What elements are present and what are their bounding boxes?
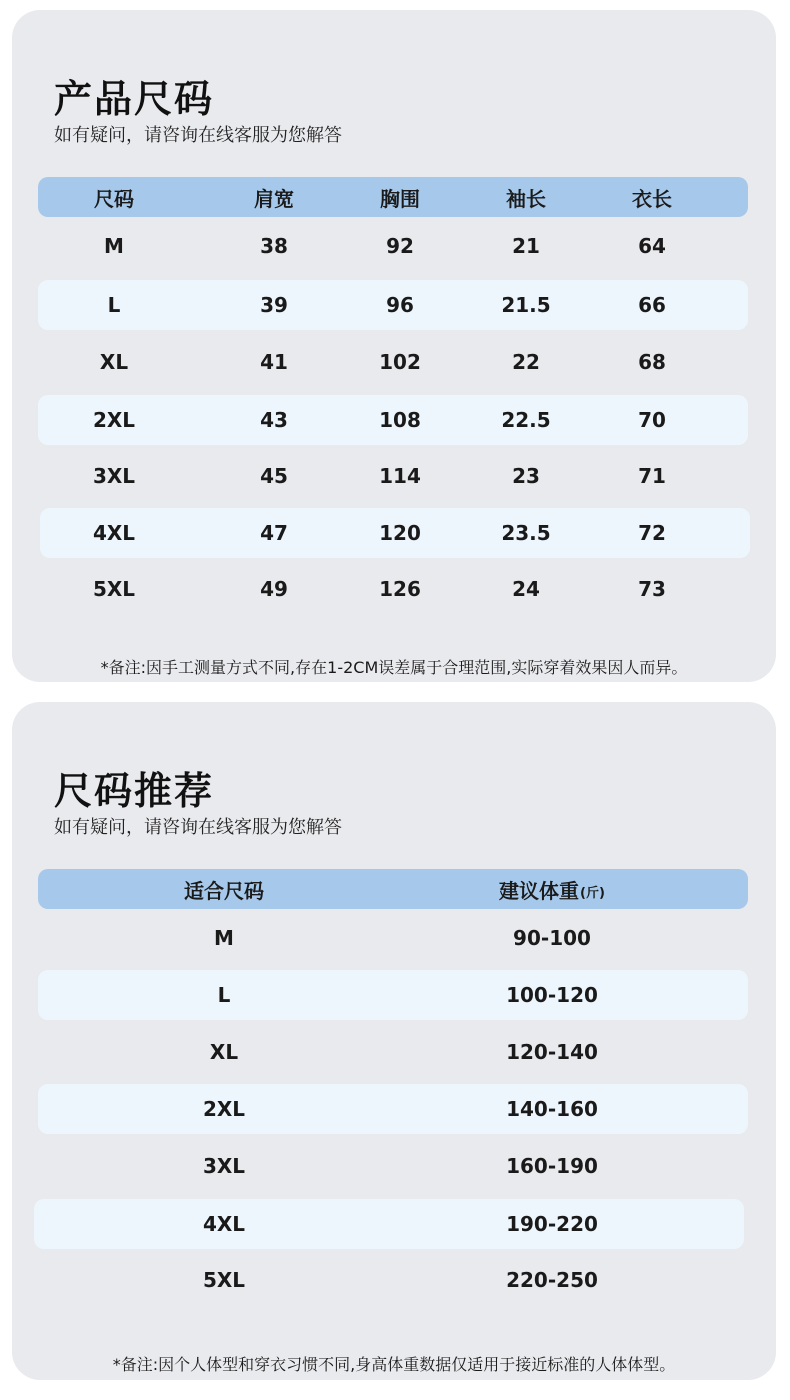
row-weight: 220-250: [506, 1268, 598, 1292]
row-size: XL: [99, 350, 129, 374]
table-row: [38, 970, 748, 1020]
row-sleeve: 22: [512, 350, 540, 374]
row-shoulder: 45: [260, 464, 288, 488]
row-size: L: [107, 293, 121, 317]
table-row: [38, 337, 748, 387]
table-row: [34, 1199, 744, 1249]
row-chest: 92: [386, 234, 414, 258]
row-length: 64: [638, 234, 666, 258]
header-weight-label: 建议体重: [499, 878, 580, 903]
row-length: 68: [638, 350, 666, 374]
row-length: 73: [638, 577, 666, 601]
recommendation-title: 尺码推荐: [54, 769, 215, 813]
weight-unit: (斤): [580, 885, 605, 901]
row-weight: 190-220: [506, 1212, 598, 1236]
table-row: [38, 1255, 748, 1305]
row-size: 2XL: [202, 1097, 246, 1121]
row-shoulder: 47: [260, 521, 288, 545]
header-length: 衣长: [632, 186, 672, 211]
row-shoulder: 41: [260, 350, 288, 374]
row-size: M: [214, 926, 234, 950]
row-shoulder: 43: [260, 408, 288, 432]
table-row: [38, 1027, 748, 1077]
table-row: [38, 221, 748, 271]
header-size: 尺码: [94, 186, 134, 211]
row-length: 72: [638, 521, 666, 545]
row-size: 4XL: [92, 521, 136, 545]
size-chart-title: 产品尺码: [54, 77, 215, 121]
table-row: [38, 564, 748, 614]
row-chest: 96: [386, 293, 414, 317]
row-weight: 100-120: [506, 983, 598, 1007]
table-row: [38, 913, 748, 963]
row-size: 2XL: [92, 408, 136, 432]
row-length: 70: [638, 408, 666, 432]
row-weight: 140-160: [506, 1097, 598, 1121]
row-size: L: [217, 983, 231, 1007]
row-length: 71: [638, 464, 666, 488]
table-row: [38, 1141, 748, 1191]
row-sleeve: 23: [512, 464, 540, 488]
header-chest: 胸围: [380, 186, 420, 211]
row-chest: 102: [379, 350, 421, 374]
table-row: [38, 451, 748, 501]
row-size: 3XL: [202, 1154, 246, 1178]
row-chest: 126: [379, 577, 421, 601]
row-sleeve: 22.5: [501, 408, 551, 432]
row-shoulder: 39: [260, 293, 288, 317]
row-size: 5XL: [92, 577, 136, 601]
row-chest: 108: [379, 408, 421, 432]
row-weight: 90-100: [513, 926, 591, 950]
recommendation-note: *备注:因个人体型和穿衣习惯不同,身高体重数据仅适用于接近标准的人体体型。: [112, 1355, 676, 1374]
table-row: [38, 395, 748, 445]
row-weight: 160-190: [506, 1154, 598, 1178]
row-sleeve: 21: [512, 234, 540, 258]
row-sleeve: 21.5: [501, 293, 551, 317]
table-row: [40, 508, 750, 558]
size-chart-card: [12, 10, 776, 682]
recommendation-subtitle: 如有疑问，请咨询在线客服为您解答: [54, 817, 342, 838]
row-chest: 120: [379, 521, 421, 545]
row-shoulder: 38: [260, 234, 288, 258]
header-fit-size: 适合尺码: [184, 878, 264, 903]
row-shoulder: 49: [260, 577, 288, 601]
size-chart-subtitle: 如有疑问，请咨询在线客服为您解答: [54, 125, 342, 146]
header-weight: [499, 869, 605, 909]
header-sleeve: 袖长: [506, 186, 546, 211]
recommendation-table-header: [38, 869, 748, 909]
row-sleeve: 24: [512, 577, 540, 601]
size-chart-note: *备注:因手工测量方式不同,存在1-2CM误差属于合理范围,实际穿着效果因人而异。: [100, 658, 688, 677]
header-shoulder: 肩宽: [254, 186, 294, 211]
row-sleeve: 23.5: [501, 521, 551, 545]
row-size: 4XL: [202, 1212, 246, 1236]
row-length: 66: [638, 293, 666, 317]
size-recommendation-card: [12, 702, 776, 1380]
row-size: 3XL: [92, 464, 136, 488]
row-weight: 120-140: [506, 1040, 598, 1064]
row-chest: 114: [379, 464, 421, 488]
table-row: [38, 1084, 748, 1134]
row-size: 5XL: [202, 1268, 246, 1292]
size-table-header: [38, 177, 748, 217]
row-size: M: [104, 234, 124, 258]
row-size: XL: [209, 1040, 239, 1064]
table-row: [38, 280, 748, 330]
